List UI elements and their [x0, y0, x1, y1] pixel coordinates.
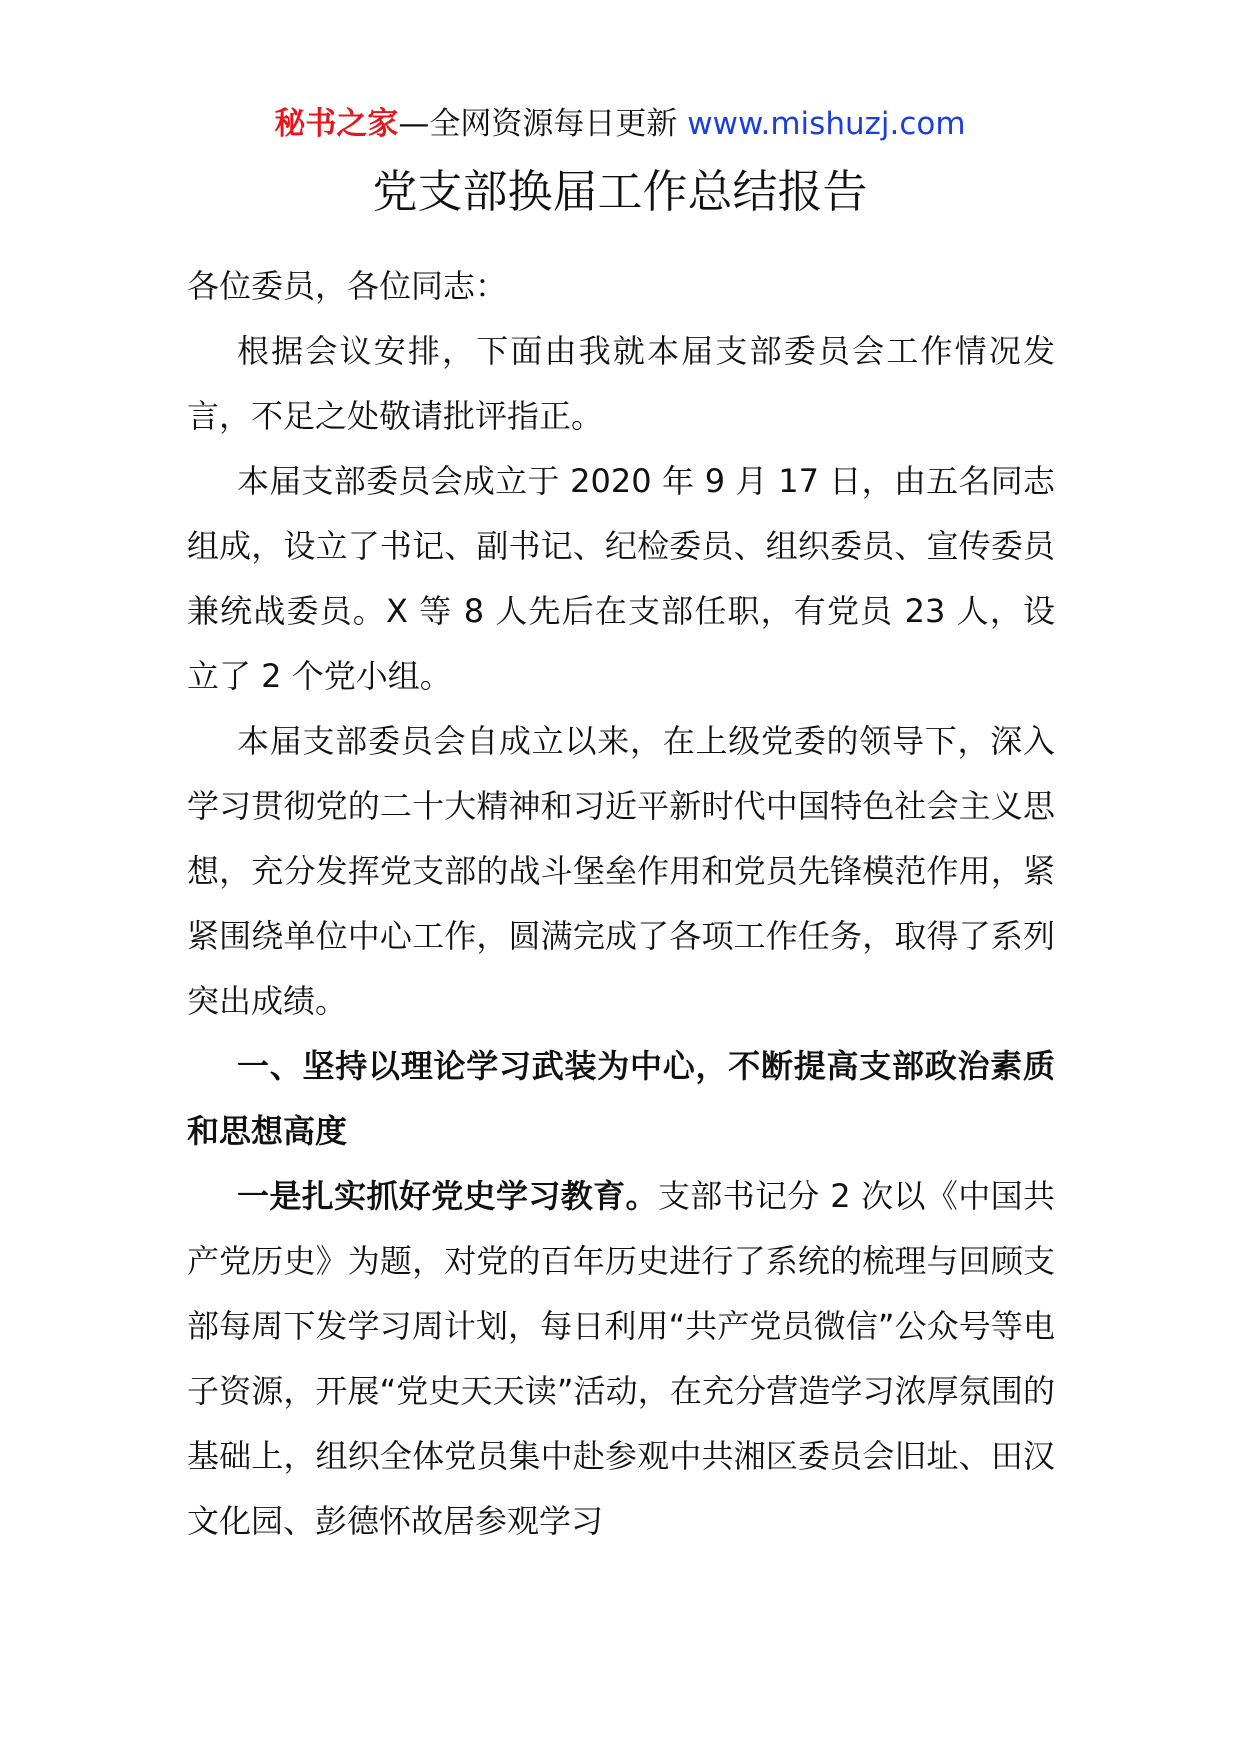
document-title: 党支部换届工作总结报告 — [372, 165, 868, 218]
site-url-link[interactable]: www.mishuzj.com — [687, 106, 966, 142]
section-heading-1: 一、坚持以理论学习武装为中心，不断提高支部政治素质和思想高度 — [187, 1047, 1055, 1150]
document-body — [187, 254, 1055, 1554]
paragraph-body-text: 支部书记分 2 次以《中国共产党历史》为题，对党的百年历史进行了系统的梳理与回顾支部每周下发学习周计划，每日利用“共产党员微信”公众号等电子资源，开展“党史天天读”活动，在充分营造学习浓厚氛围的基础上，组织全体党员集中赴参观中共湘区委员会旧址、田汉文化园、彭德怀故居参观学习 — [187, 1177, 1055, 1540]
paragraph-party-history — [187, 1164, 1055, 1554]
paragraph-achievements: 本届支部委员会自成立以来，在上级党委的领导下，深入学习贯彻党的二十大精神和习近平新时代中国特色社会主义思想，充分发挥党支部的战斗堡垒作用和党员先锋模范作用，紧紧围绕单位中心工作，圆满完成了各项工作任务，取得了系列突出成绩。 — [187, 722, 1055, 1020]
salutation: 各位委员，各位同志： — [187, 267, 508, 305]
paragraph-committee-info: 本届支部委员会成立于 2020 年 9 月 17 日，由五名同志组成，设立了书记、副书记、纪检委员、组织委员、宣传委员兼统战委员。X 等 8 人先后在支部任职，有党员 23 人，设立了 2 个党小组。 — [187, 462, 1055, 695]
brand-name: 秘书之家 — [274, 106, 399, 142]
paragraph-lead-text: 一是扎实抓好党史学习教育。 — [237, 1177, 658, 1215]
paragraph-opening: 根据会议安排，下面由我就本届支部委员会工作情况发言，不足之处敬请批评指正。 — [187, 332, 1055, 435]
brand-slogan: —全网资源每日更新 — [398, 106, 678, 142]
site-banner — [0, 104, 1240, 144]
